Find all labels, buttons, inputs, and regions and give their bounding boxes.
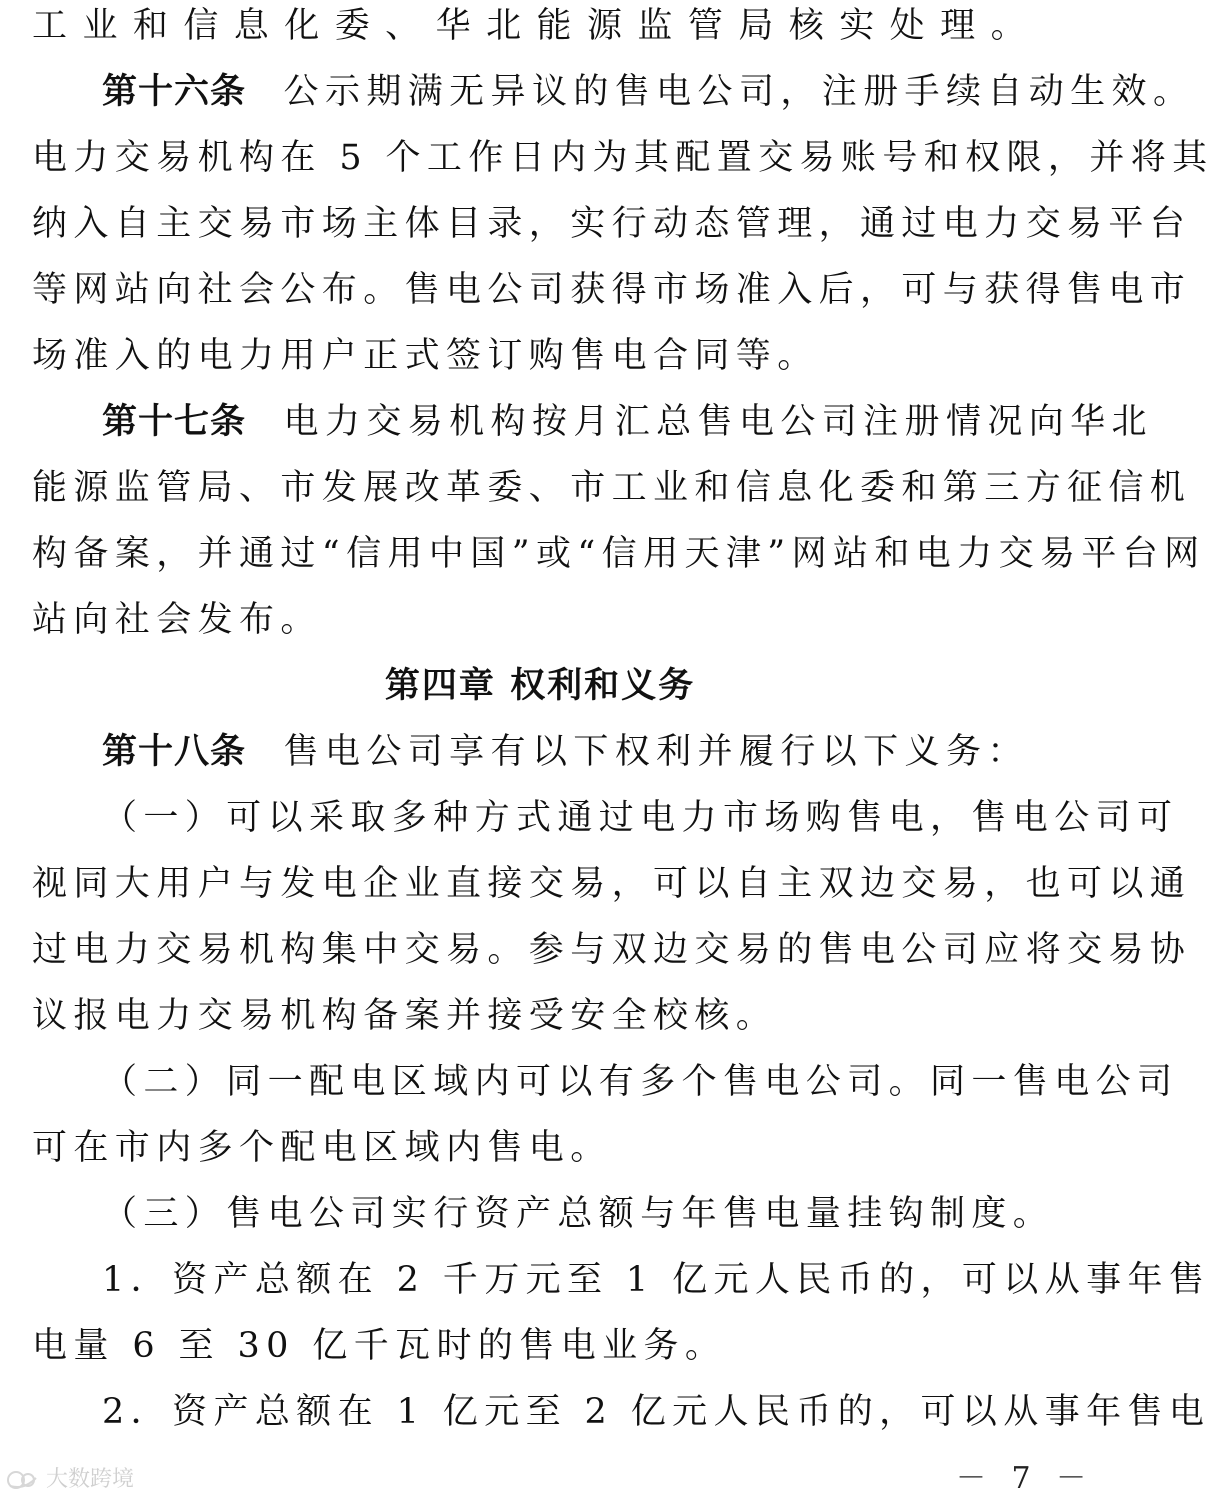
chapter-title: 第四章 权利和义务 (384, 666, 696, 706)
paragraph-line: （一）可以采取多种方式通过电力市场购售电，售电公司可 (102, 798, 1179, 838)
paragraph-text: 电力交易机构按月汇总售电公司注册情况向华北 (283, 402, 1153, 442)
watermark (6, 1466, 134, 1494)
article-17-heading: 第十七条 (102, 402, 247, 442)
page-number: － 7 － (956, 1461, 1095, 1496)
article-17-line (102, 400, 1153, 444)
paragraph-text: 公示期满无异议的售电公司，注册手续自动生效。 (283, 72, 1195, 112)
article-18-line (102, 730, 1032, 774)
article-18-heading: 第十八条 (102, 732, 247, 772)
paragraph-line: （三）售电公司实行资产总额与年售电量挂钩制度。 (102, 1194, 1055, 1234)
paragraph-line: 视同大用户与发电企业直接交易，可以自主双边交易，也可以通 (32, 864, 1192, 904)
paragraph-line: 场准入的电力用户正式签订购售电合同等。 (32, 336, 819, 376)
paragraph-line: 1．资产总额在 2 千万元至 1 亿元人民币的，可以从事年售 (102, 1260, 1211, 1300)
watermark-text: 大数跨境 (46, 1467, 135, 1492)
paragraph-text: 售电公司享有以下权利并履行以下义务： (283, 732, 1029, 772)
paragraph-line: 等网站向社会公布。售电公司获得市场准入后，可与获得售电市 (32, 270, 1192, 310)
paragraph-line: 议报电力交易机构备案并接受安全校核。 (32, 996, 778, 1036)
article-16-line (102, 70, 1195, 114)
paragraph-line: 电力交易机构在 5 个工作日内为其配置交易账号和权限，并将其 (32, 138, 1214, 178)
article-16-heading: 第十六条 (102, 72, 247, 112)
paragraph-line: 工业和信息化委、华北能源监管局核实处理。 (32, 6, 1032, 46)
paragraph-line: 可在市内多个配电区域内售电。 (32, 1128, 612, 1168)
paragraph-line: （二）同一配电区域内可以有多个售电公司。同一售电公司 (102, 1062, 1179, 1102)
paragraph-line: 站向社会发布。 (32, 600, 322, 640)
paragraph-line: 能源监管局、市发展改革委、市工业和信息化委和第三方征信机 (32, 468, 1192, 508)
paragraph-line: 电量 6 至 30 亿千瓦时的售电业务。 (32, 1326, 727, 1366)
paragraph-line: 过电力交易机构集中交易。参与双边交易的售电公司应将交易协 (32, 930, 1192, 970)
paragraph-line: 纳入自主交易市场主体目录，实行动态管理，通过电力交易平台 (32, 204, 1192, 244)
watermark-logo-icon (6, 1468, 40, 1492)
paragraph-line: 构备案，并通过“信用中国”或“信用天津”网站和电力交易平台网 (32, 534, 1206, 574)
paragraph-line: 2．资产总额在 1 亿元至 2 亿元人民币的，可以从事年售电 (102, 1392, 1211, 1432)
